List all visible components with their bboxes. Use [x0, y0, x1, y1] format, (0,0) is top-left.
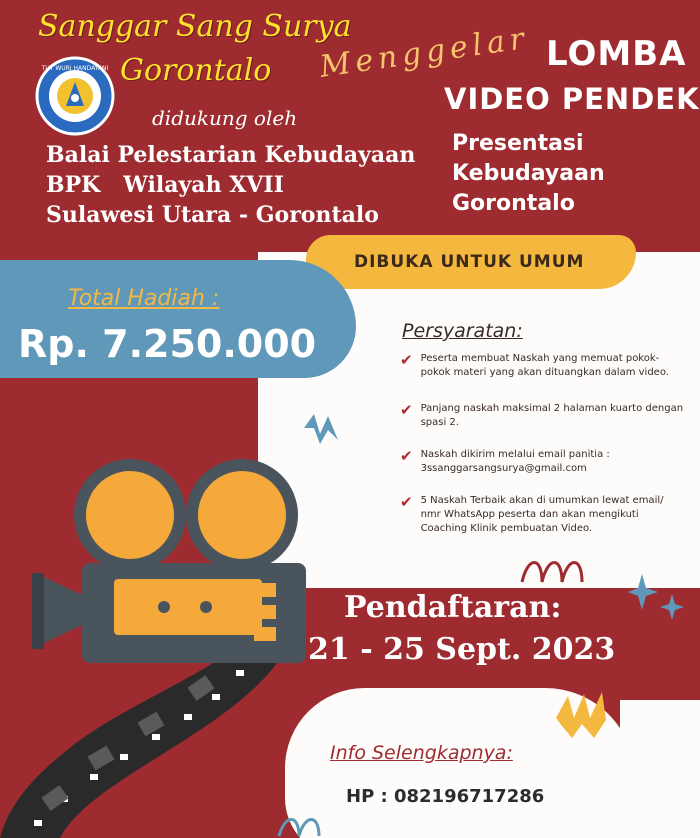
requirement-text: Naskah dikirim melalui email panitia : 3ssanggarsangsurya@gmail.com: [420, 449, 610, 474]
event-title-line1: LOMBA: [546, 34, 687, 74]
orange-zigzag-decoration: [554, 690, 610, 740]
event-subtitle-line1: Presentasi: [452, 131, 584, 156]
video-camera-illustration: [30, 455, 320, 685]
menggelar-text: Menggelar: [317, 20, 532, 85]
event-subtitle-line2: Kebudayaan: [452, 161, 605, 186]
requirement-item: [400, 352, 685, 380]
contact-phone: HP : 082196717286: [346, 786, 545, 807]
support-line-2: BPK Wilayah XVII: [46, 172, 284, 198]
requirement-text: 5 Naskah Terbaik akan di umumkan lewat email/ nmr WhatsApp peserta dan akan mengikuti Coaching Klinik pembuatan Video.: [420, 495, 664, 534]
requirement-item: [400, 494, 685, 536]
organizer-name-line1: Sanggar Sang Surya: [38, 9, 352, 44]
open-to-public-text: DIBUKA UNTUK UMUM: [354, 252, 585, 272]
prize-label: Total Hadiah :: [68, 286, 220, 311]
requirement-item: [400, 448, 685, 476]
sparkle-icon: [628, 570, 688, 622]
support-line-3: Sulawesi Utara - Gorontalo: [46, 202, 379, 228]
logo-text: TUT WURI HANDAYANI: [41, 65, 109, 72]
zigzag-decoration: [302, 410, 342, 446]
requirements-title: Persyaratan:: [402, 320, 523, 342]
prize-value: Rp. 7.250.000: [18, 322, 317, 366]
checkmark-icon: ✔: [400, 401, 413, 419]
organizer-name-line2: Gorontalo: [120, 53, 272, 88]
event-title-line2: VIDEO PENDEK: [444, 82, 700, 116]
requirement-text: Peserta membuat Naskah yang memuat pokok-pokok materi yang akan dituangkan dalam video.: [420, 353, 669, 378]
info-label: Info Selengkapnya:: [330, 742, 513, 764]
checkmark-icon: ✔: [400, 447, 413, 465]
supported-by-text: didukung oleh: [152, 106, 298, 130]
registration-dates: 21 - 25 Sept. 2023: [308, 632, 616, 667]
squiggle-decoration: [518, 552, 598, 588]
support-line-1: Balai Pelestarian Kebudayaan: [46, 142, 416, 168]
right-white-strip: [620, 700, 700, 838]
checkmark-icon: ✔: [400, 351, 413, 369]
tut-wuri-handayani-logo: [30, 56, 120, 136]
requirement-item: [400, 402, 685, 430]
registration-label: Pendaftaran:: [344, 590, 562, 625]
checkmark-icon: ✔: [400, 493, 413, 511]
event-subtitle-line3: Gorontalo: [452, 191, 575, 216]
requirement-text: Panjang naskah maksimal 2 halaman kuarto dengan spasi 2.: [420, 403, 684, 428]
